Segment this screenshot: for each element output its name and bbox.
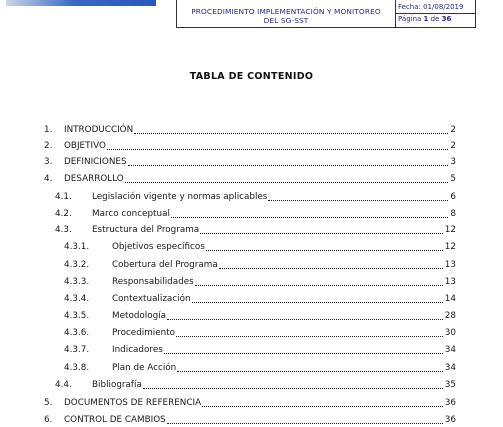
page-prefix: Página <box>398 15 424 23</box>
document-header <box>0 0 503 29</box>
toc-dot-leader <box>202 406 443 407</box>
toc-entry-page: 12 <box>444 225 456 235</box>
toc-entry-page: 35 <box>444 380 456 390</box>
toc-entry-page: 2 <box>450 141 456 151</box>
toc-entry-page: 34 <box>444 345 456 355</box>
toc-entry[interactable] <box>0 124 503 137</box>
toc-entry-number: 4.3.2. <box>64 260 90 270</box>
toc-entry-label: INTRODUCCIÓN <box>64 125 134 135</box>
document-title-line2: DEL SG-SST <box>263 16 309 25</box>
toc-entry[interactable] <box>0 414 503 427</box>
toc-entry-number: 4.3.1. <box>64 242 90 252</box>
toc-entry-label: DOCUMENTOS DE REFERENCIA <box>64 398 202 408</box>
toc-dot-leader <box>176 336 443 337</box>
toc-entry-label: Marco conceptual <box>92 209 170 219</box>
toc-entry-number: 4.3.5. <box>64 311 90 321</box>
toc-entry[interactable] <box>0 156 503 169</box>
toc-entry-page: 13 <box>444 277 456 287</box>
toc-entry-label: OBJETIVO <box>64 141 106 151</box>
document-title-line1: PROCEDIMIENTO IMPLEMENTACIÓN Y MONITOREO <box>191 7 381 16</box>
toc-dot-leader <box>268 200 448 201</box>
toc-entry[interactable] <box>0 344 503 357</box>
toc-dot-leader <box>128 165 449 166</box>
toc-dot-leader <box>177 371 443 372</box>
toc-entry-label: DEFINICIONES <box>64 157 127 167</box>
toc-entry-number: 4.3.4. <box>64 294 90 304</box>
toc-entry-page: 3 <box>450 157 456 167</box>
toc-dot-leader <box>219 268 443 269</box>
toc-entry-page: 6 <box>450 192 456 202</box>
toc-entry-page: 36 <box>444 415 456 425</box>
toc-entry-label: CONTROL DE CAMBIOS <box>64 415 166 425</box>
toc-entry[interactable] <box>0 293 503 306</box>
toc-entry-label: Indicadores <box>112 345 163 355</box>
toc-entry-number: 4.3.3. <box>64 277 90 287</box>
toc-dot-leader <box>192 302 443 303</box>
toc-entry-number: 3. <box>44 157 53 167</box>
page-mid: de <box>428 15 442 23</box>
toc-dot-leader <box>171 217 448 218</box>
toc-entry-number: 4.1. <box>55 192 72 202</box>
toc-entry-page: 8 <box>450 209 456 219</box>
toc-entry-label: Objetivos específicos <box>112 242 205 252</box>
toc-entry-page: 13 <box>444 260 456 270</box>
header-meta-cell <box>396 0 476 28</box>
toc-entry[interactable] <box>0 327 503 340</box>
toc-entry-page: 12 <box>444 242 456 252</box>
toc-entry-page: 14 <box>444 294 456 304</box>
logo-cell <box>0 0 176 28</box>
toc-entry-number: 4.3.6. <box>64 328 90 338</box>
toc-entry-page: 36 <box>444 398 456 408</box>
company-logo <box>6 0 156 6</box>
toc-title: TABLA DE CONTENIDO <box>189 71 314 82</box>
page-total: 36 <box>441 15 452 23</box>
toc-entry-label: Procedimiento <box>112 328 176 338</box>
toc-entry-label: Estructura del Programa <box>92 225 200 235</box>
toc-entry[interactable] <box>0 140 503 153</box>
toc-dot-leader <box>107 149 449 150</box>
toc-entry[interactable] <box>0 173 503 186</box>
toc-entry-label: Contextualización <box>112 294 191 304</box>
toc-entry-number: 4. <box>44 174 53 184</box>
toc-entry-label: Cobertura del Programa <box>112 260 218 270</box>
toc-entry-page: 30 <box>444 328 456 338</box>
toc-entry[interactable] <box>0 191 503 204</box>
toc-entry-number: 4.3.7. <box>64 345 90 355</box>
toc-entry[interactable] <box>0 397 503 410</box>
toc-entry-label: Metodología <box>112 311 167 321</box>
toc-entry-label: Bibliografía <box>92 380 142 390</box>
toc-entry-number: 6. <box>44 415 53 425</box>
header-title-cell <box>176 0 396 28</box>
toc-entry-number: 4.4. <box>55 380 72 390</box>
toc-entry[interactable] <box>0 208 503 221</box>
toc-entry-page: 5 <box>450 174 456 184</box>
toc-entry-number: 5. <box>44 398 53 408</box>
document-date: Fecha: 01/08/2019 <box>398 3 464 11</box>
toc-entry[interactable] <box>0 259 503 272</box>
page-current: 1 <box>423 15 429 23</box>
toc-entry[interactable] <box>0 362 503 375</box>
toc-entry-number: 2. <box>44 141 53 151</box>
document-title <box>177 7 395 25</box>
toc-entry-number: 4.3.8. <box>64 363 90 373</box>
toc-entry-page: 28 <box>444 311 456 321</box>
toc-entry[interactable] <box>0 241 503 254</box>
toc-dot-leader <box>167 423 443 424</box>
toc-entry-number: 4.2. <box>55 209 72 219</box>
toc-entry-label: Plan de Acción <box>112 363 177 373</box>
toc-dot-leader <box>164 353 443 354</box>
page-indicator <box>398 15 451 23</box>
toc-dot-leader <box>143 388 443 389</box>
toc-dot-leader <box>195 285 443 286</box>
toc-entry-label: Responsabilidades <box>112 277 194 287</box>
toc-entry-label: Legislación vigente y normas aplicables <box>92 192 268 202</box>
toc-entry-label: DESARROLLO <box>64 174 124 184</box>
toc-entry-page: 34 <box>444 363 456 373</box>
toc-dot-leader <box>200 233 443 234</box>
toc-entry[interactable] <box>0 310 503 323</box>
toc-entry-page: 2 <box>450 125 456 135</box>
toc-entry[interactable] <box>0 276 503 289</box>
toc-dot-leader <box>125 182 449 183</box>
toc-entry-number: 4.3. <box>55 225 72 235</box>
meta-divider <box>396 13 475 14</box>
toc-dot-leader <box>167 319 443 320</box>
toc-dot-leader <box>206 250 443 251</box>
toc-dot-leader <box>134 133 448 134</box>
toc-entry-number: 1. <box>44 125 53 135</box>
toc-entry[interactable] <box>0 379 503 392</box>
toc-entry[interactable] <box>0 224 503 237</box>
